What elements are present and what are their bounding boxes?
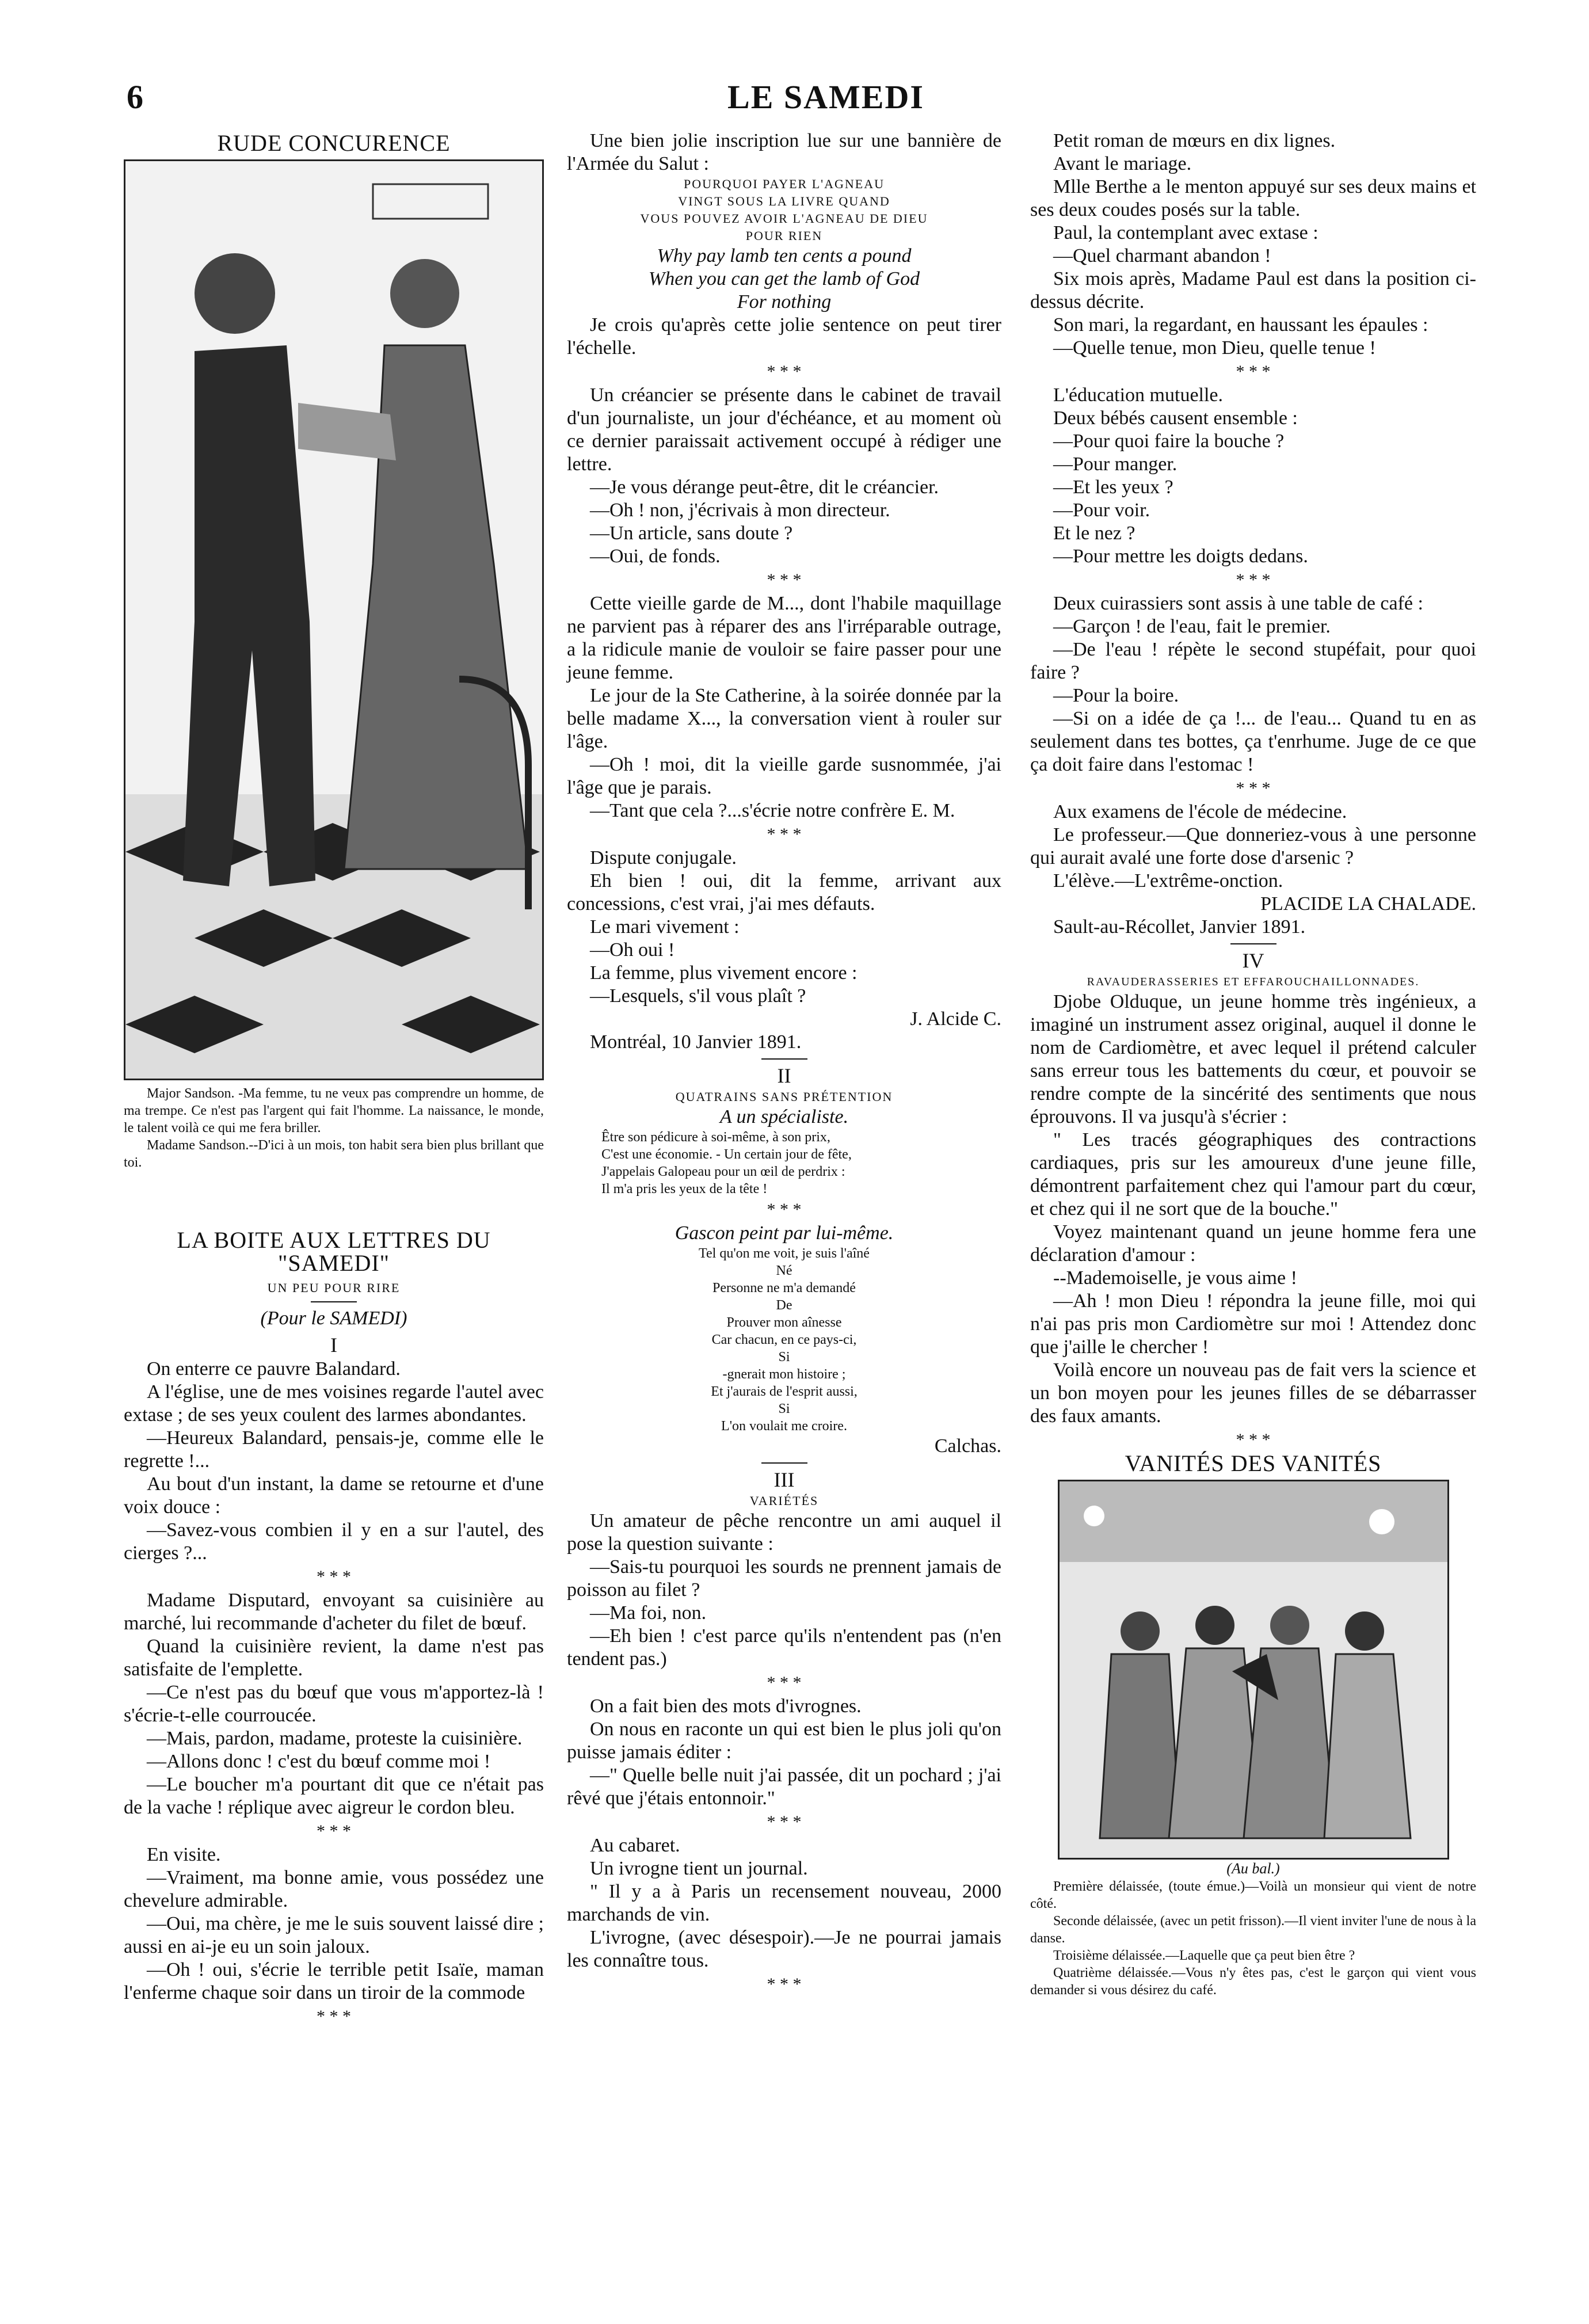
column-1 [124, 129, 544, 2029]
banner-line: VINGT SOUS LA LIVRE QUAND [678, 194, 890, 208]
masthead: LE SAMEDI [727, 78, 924, 116]
paragraph: Voilà encore un nouveau pas de fait vers la science et un bon moyen pour les jeunes filles de se débarrasser des faux amants. [1030, 1359, 1476, 1427]
english-line: For nothing [737, 291, 832, 313]
poem-line: Prouver mon aînesse [726, 1315, 842, 1330]
banner-line: POURQUOI PAYER L'AGNEAU [683, 177, 885, 191]
paragraph: Voyez maintenant quand un jeune homme fera une déclaration d'amour : [1030, 1221, 1476, 1266]
column-3 [1030, 129, 1476, 1999]
illustration-caption-line: Seconde délaissée, (avec un petit frisson).—Il vient inviter l'une de nous à la danse. [1030, 1914, 1476, 1946]
poem-line: -gnerait mon histoire ; [722, 1367, 846, 1382]
paragraph: —Vraiment, ma bonne amie, vous possédez une chevelure admirable. [124, 1867, 544, 1911]
poem-line: Personne ne m'a demandé [712, 1281, 856, 1296]
poem-line: De [776, 1298, 792, 1313]
paragraph: —Pour mettre les doigts dedans. [1053, 546, 1308, 567]
paragraph: Le professeur.—Que donneriez-vous à une personne qui aurait avalé une forte dose d'arsenic ? [1030, 824, 1476, 868]
paragraph: Son mari, la regardant, en haussant les épaules : [1053, 314, 1428, 336]
paragraph: On nous en raconte un qui est bien le plus joli qu'on puisse jamais éditer : [567, 1719, 1001, 1763]
section-number: I [330, 1334, 337, 1357]
paragraph: —Et les yeux ? [1053, 477, 1173, 498]
section-number: IV [1242, 949, 1264, 972]
illustration-subcaption: (Au bal.) [1226, 1860, 1280, 1877]
separator-stars: * * * [1236, 362, 1271, 381]
separator-stars: * * * [767, 1975, 802, 1994]
paragraph: Avant le mariage. [1053, 153, 1192, 174]
separator-stars: * * * [1236, 1430, 1271, 1449]
separator-stars: * * * [317, 2007, 351, 2026]
paragraph: —Oui, ma chère, je me le suis souvent laissé dire ; aussi en ai-je eu un soin jaloux. [124, 1913, 544, 1957]
poem-line: Si [778, 1350, 790, 1365]
paragraph: Dispute conjugale. [590, 847, 737, 868]
paragraph: L'élève.—L'extrême-onction. [1053, 870, 1283, 891]
illustration-vanites [1058, 1480, 1449, 1860]
paragraph: —Ah ! mon Dieu ! répondra la jeune fille, moi qui n'ai pas pris mon Cardiomètre sur moi ! Attendez donc que j'aille le chercher ! [1030, 1290, 1476, 1358]
poem-line: Né [776, 1263, 792, 1278]
paragraph: —Lesquels, s'il vous plaît ? [590, 985, 806, 1007]
paragraph: —Pour la boire. [1053, 685, 1179, 706]
paragraph: Deux cuirassiers sont assis à une table de café : [1053, 593, 1423, 614]
separator-stars: * * * [1236, 570, 1271, 589]
paragraph: Le mari vivement : [590, 916, 740, 938]
poem-line: L'on voulait me croire. [721, 1419, 847, 1434]
section-number: II [777, 1064, 791, 1087]
paragraph: On enterre ce pauvre Balandard. [147, 1358, 401, 1380]
paragraph: Au cabaret. [590, 1835, 680, 1856]
paragraph-intro: Une bien jolie inscription lue sur une bannière de l'Armée du Salut : [567, 130, 1001, 174]
paragraph: L'éducation mutuelle. [1053, 384, 1224, 406]
signature: J. Alcide C. [910, 1008, 1001, 1030]
paragraph: On a fait bien des mots d'ivrognes. [590, 1696, 862, 1717]
separator-stars: * * * [767, 1673, 802, 1692]
paragraph: —De l'eau ! répète le second stupéfait, pour quoi faire ? [1030, 639, 1476, 683]
dateline: Sault-au-Récollet, Janvier 1891. [1053, 916, 1306, 938]
dateline: Montréal, 10 Janvier 1891. [590, 1031, 802, 1053]
poem-line: Si [778, 1401, 790, 1416]
separator-stars: * * * [1236, 779, 1271, 798]
paragraph: Aux examens de l'école de médecine. [1053, 801, 1347, 822]
paragraph: Mlle Berthe a le menton appuyé sur ses deux mains et ses deux coudes posés sur la table. [1030, 176, 1476, 220]
paragraph: La femme, plus vivement encore : [590, 962, 858, 984]
illustration-ball-drawing [1060, 1481, 1447, 1858]
paragraph: —Le boucher m'a pourtant dit que ce n'était pas de la vache ! réplique avec aigreur le cordon bleu. [124, 1774, 544, 1818]
signature: PLACIDE LA CHALADE. [1260, 893, 1476, 915]
paragraph: Petit roman de mœurs en dix lignes. [1053, 130, 1336, 151]
paragraph: —Un article, sans doute ? [590, 523, 793, 544]
paragraph: --Mademoiselle, je vous aime ! [1053, 1267, 1297, 1289]
separator-stars: * * * [317, 1567, 351, 1586]
paragraph: —Allons donc ! c'est du bœuf comme moi ! [147, 1751, 491, 1772]
paragraph: " Il y a à Paris un recensement nouveau, 2000 marchands de vin. [567, 1881, 1001, 1925]
poem-title: Gascon peint par lui-même. [675, 1222, 894, 1244]
paragraph: —Garçon ! de l'eau, fait le premier. [1053, 616, 1331, 637]
paragraph: Le jour de la Ste Catherine, à la soirée donnée par la belle madame X..., la conversation vient à rouler sur l'âge. [567, 685, 1001, 752]
paragraph: —Ma foi, non. [590, 1602, 707, 1624]
section-subtitle: UN PEU POUR RIRE [267, 1281, 401, 1295]
paragraph: —Si on a idée de ça !... de l'eau... Quand tu en as seulement dans tes bottes, ça t'enrhume. Juge de ce que ça doit faire dans l'estomac ! [1030, 708, 1476, 775]
paragraph: Paul, la contemplant avec extase : [1053, 222, 1319, 243]
paragraph: —Pour manger. [1053, 454, 1178, 475]
divider [761, 1058, 807, 1060]
paragraph: —Oui, de fonds. [590, 546, 721, 567]
paragraph: Quand la cuisinière revient, la dame n'est pas satisfaite de l'emplette. [124, 1636, 544, 1680]
paragraph: —Eh bien ! c'est parce qu'ils n'entendent pas (n'en tendent pas.) [567, 1625, 1001, 1670]
page-number: 6 [127, 78, 143, 116]
paragraph: L'ivrogne, (avec désespoir).—Je ne pourrai jamais les connaître tous. [567, 1927, 1001, 1971]
divider [311, 1301, 357, 1302]
separator-stars: * * * [767, 825, 802, 844]
signature: Calchas. [934, 1435, 1001, 1457]
poem-line: Être son pédicure à soi-même, à son prix, [601, 1130, 830, 1145]
illustration-couple-drawing [125, 161, 542, 1079]
english-line: Why pay lamb ten cents a pound [657, 245, 912, 266]
paragraph: —Tant que cela ?...s'écrie notre confrère E. M. [590, 800, 955, 821]
paragraph: Un créancier se présente dans le cabinet de travail d'un journaliste, un jour d'échéance, et au moment où ce dernier paraissait activement occupé à rédiger une lettre. [567, 384, 1001, 475]
paragraph: —Oh ! non, j'écrivais à mon directeur. [590, 500, 890, 521]
illustration-caption-1: Major Sandson. -Ma femme, tu ne veux pas comprendre un homme, de ma trempe. Ce n'est pas l'argent qui fait l'homme. La naissance, le monde, le talent voilà ce qui me fera briller. [124, 1086, 544, 1136]
paragraph: Un amateur de pêche rencontre un ami auquel il pose la question suivante : [567, 1510, 1001, 1555]
paragraph: Et le nez ? [1053, 523, 1135, 544]
separator-stars: * * * [767, 362, 802, 381]
paragraph: Cette vieille garde de M..., dont l'habile maquillage ne parvient pas à réparer des ans l'irréparable outrage, a la ridicule manie de vouloir se faire passer pour une jeune femme. [567, 593, 1001, 683]
paragraph: —Je vous dérange peut-être, dit le créancier. [590, 477, 939, 498]
paragraph: —Quelle tenue, mon Dieu, quelle tenue ! [1053, 337, 1376, 359]
paragraph: —Savez-vous combien il y en a sur l'autel, des cierges ?... [124, 1519, 544, 1564]
paragraph: —Pour voir. [1053, 500, 1150, 521]
banner-line: POUR RIEN [745, 228, 823, 243]
column-2 [567, 129, 1001, 1997]
paragraph: Madame Disputard, envoyant sa cuisinière au marché, lui recommande d'acheter du filet de bœuf. [124, 1590, 544, 1634]
poem-title: A un spécialiste. [719, 1106, 849, 1127]
poem-line: Et j'aurais de l'esprit aussi, [711, 1384, 858, 1399]
paragraph: Eh bien ! oui, dit la femme, arrivant aux concessions, c'est vrai, j'ai mes défauts. [567, 870, 1001, 915]
paragraph: —Oh ! oui, s'écrie le terrible petit Isaïe, maman l'enferme chaque soir dans un tiroir de la commode [124, 1959, 544, 2003]
paragraph: Six mois après, Madame Paul est dans la position ci-dessus décrite. [1030, 268, 1476, 313]
separator-stars: * * * [767, 1200, 802, 1219]
illustration-title: VANITÉS DES VANITÉS [1125, 1450, 1382, 1476]
section-number: III [773, 1468, 795, 1491]
paragraph: Djobe Olduque, un jeune homme très ingénieux, a imaginé un instrument assez original, auquel il donne le nom de Cardiomètre, et avec lequel il prétend calculer sans erreur tous les battements du cœur, et pouvoir se rendre compte de la sincérité des sentiments que nous éprouvons. Il va jusqu'à s'écrier : [1030, 991, 1476, 1127]
paragraph: Je crois qu'après cette jolie sentence on peut tirer l'échelle. [567, 314, 1001, 359]
poem-line: Tel qu'on me voit, je suis l'aîné [699, 1246, 870, 1261]
illustration-caption-line: Première délaissée, (toute émue.)—Voilà un monsieur qui vient de notre côté. [1030, 1879, 1476, 1911]
section-title-boite: LA BOITE AUX LETTRES DU "SAMEDI" [177, 1227, 491, 1276]
english-line: When you can get the lamb of God [648, 268, 920, 289]
separator-stars: * * * [767, 570, 802, 589]
paragraph: —Ce n'est pas du bœuf que vous m'apportez-là ! s'écrie-t-elle courroucée. [124, 1682, 544, 1726]
paragraph: —Quel charmant abandon ! [1053, 245, 1271, 266]
section-title-varietes: VARIÉTÉS [749, 1494, 819, 1508]
paragraph: —Heureux Balandard, pensais-je, comme elle le regrette !... [124, 1427, 544, 1472]
separator-stars: * * * [767, 1812, 802, 1831]
illustration-title: RUDE CONCURENCE [217, 130, 451, 156]
divider [761, 1462, 807, 1464]
paragraph: —Pour quoi faire la bouche ? [1053, 430, 1285, 452]
poem-line: Il m'a pris les yeux de la tête ! [601, 1182, 768, 1197]
paragraph: Un ivrogne tient un journal. [590, 1858, 808, 1879]
divider [1230, 943, 1276, 944]
pour-le-samedi: (Pour le SAMEDI) [260, 1308, 407, 1329]
paragraph: " Les tracés géographiques des contractions cardiaques, pris sur les amoureux d'une jeune fille, démontrent parfaitement chez qui l'amour part du cœur, et chez qui il ne sort que de la bouche." [1030, 1129, 1476, 1220]
illustration-caption-2: Madame Sandson.--D'ici à un mois, ton habit sera bien plus brillant que toi. [124, 1138, 544, 1170]
illustration-caption-line: Quatrième délaissée.—Vous n'y êtes pas, c'est le garçon qui vient vous demander si vous désirez du café. [1030, 1965, 1476, 1998]
paragraph: A l'église, une de mes voisines regarde l'autel avec extase ; de ses yeux coulent des larmes abondantes. [124, 1381, 544, 1426]
illustration-rude-concurence [124, 159, 544, 1080]
poem-line: Car chacun, en ce pays-ci, [711, 1332, 857, 1347]
paragraph: —Sais-tu pourquoi les sourds ne prennent jamais de poisson au filet ? [567, 1556, 1001, 1601]
paragraph: —Oh oui ! [590, 939, 675, 961]
illustration-caption-line: Troisième délaissée.—Laquelle que ça peut bien être ? [1053, 1948, 1355, 1963]
poem-line: C'est une économie. - Un certain jour de fête, [601, 1147, 852, 1162]
paragraph: —" Quelle belle nuit j'ai passée, dit un pochard ; j'ai rêvé que j'étais entonnoir." [567, 1765, 1001, 1809]
section-title-ravauderasseries: RAVAUDERASSERIES ET EFFAROUCHAILLONNADES. [1087, 976, 1420, 988]
paragraph: Deux bébés causent ensemble : [1053, 407, 1298, 429]
paragraph: En visite. [147, 1844, 221, 1865]
paragraph: —Mais, pardon, madame, proteste la cuisinière. [147, 1728, 523, 1749]
paragraph: Au bout d'un instant, la dame se retourne et d'une voix douce : [124, 1473, 544, 1518]
section-title-quatrains: QUATRAINS SANS PRÉTENTION [675, 1089, 893, 1104]
separator-stars: * * * [317, 1822, 351, 1841]
poem-line: J'appelais Galopeau pour un œil de perdrix : [601, 1164, 845, 1179]
banner-line: VOUS POUVEZ AVOIR L'AGNEAU DE DIEU [640, 211, 928, 226]
page-header [127, 78, 1525, 118]
paragraph: —Oh ! moi, dit la vieille garde susnommée, j'ai l'âge que je parais. [567, 754, 1001, 798]
